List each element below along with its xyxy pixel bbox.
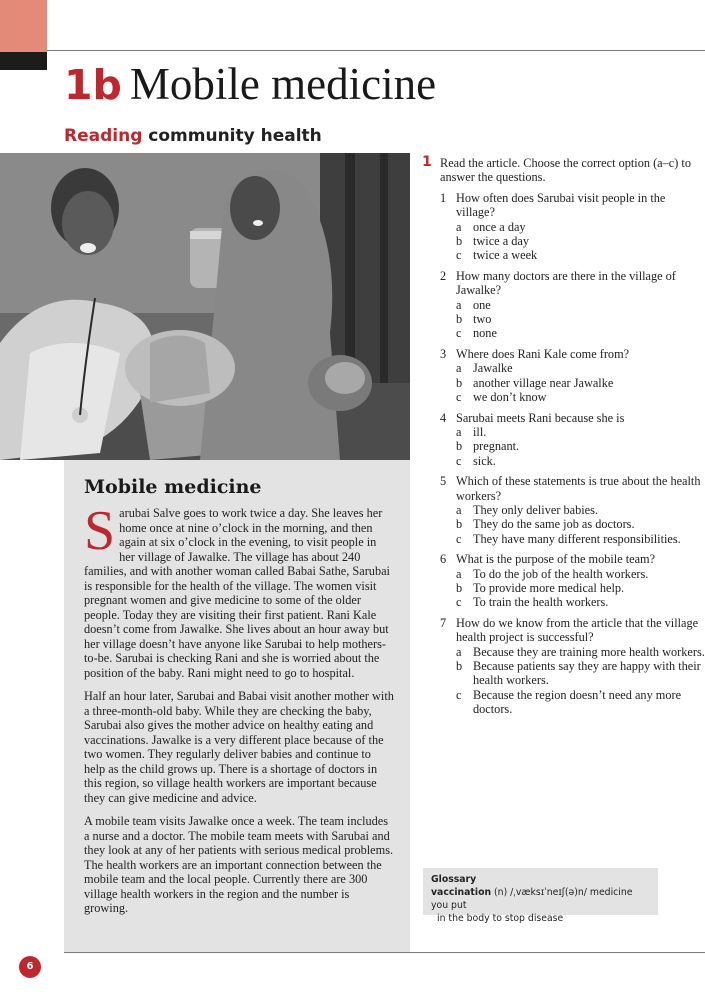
answer-option-c[interactable] <box>456 326 705 340</box>
question-number: 7 <box>440 615 447 630</box>
option-letter: c <box>456 687 462 702</box>
question-6 <box>422 552 705 610</box>
glossary-pronunciation: /ˌvæksɪˈneɪʃ(ə)n/ <box>510 887 587 898</box>
option-text: To do the job of the health workers. <box>473 566 649 581</box>
answer-option-a[interactable] <box>456 298 705 312</box>
answer-option-c[interactable] <box>456 454 705 468</box>
unit-number: 1b <box>64 61 122 109</box>
option-letter: a <box>456 361 462 376</box>
question-number: 3 <box>440 346 447 361</box>
question-text: Where does Rani Kale come from? <box>456 346 630 361</box>
question-7 <box>422 616 705 717</box>
health-workers-photo-icon <box>0 153 410 460</box>
option-letter: a <box>456 566 462 581</box>
option-text: one <box>473 297 491 312</box>
paragraph-text: arubai Salve goes to work twice a day. She leaves her home once at nine o’clock in the morning, and then again at six o’clock in the evening, to visit people in her village of Jawalke. The village has about 240 families, and with another woman called Babai Sathe, Sarubai is responsible for the health of the village. The women visit pregnant women and give medicine to some of the older people. Today they are visiting their first patient. Rani Kale doesn’t come from Jawalke. She lives about an hour away but her village doesn’t have anyone like Sarubai to help mothers-to-be. Sarubai is checking Rani and she is worried about the position of the baby. Rani might need to go to hospital. <box>84 506 390 680</box>
answer-option-b[interactable] <box>456 517 705 531</box>
option-letter: b <box>456 234 463 249</box>
exercise-1 <box>422 156 705 723</box>
answer-option-a[interactable] <box>456 645 705 659</box>
section-label: Reading <box>64 126 143 146</box>
answer-option-b[interactable] <box>456 312 705 326</box>
option-text: two <box>473 312 492 327</box>
question-text: How often does Sarubai visit people in the village? <box>456 190 666 220</box>
answer-option-b[interactable] <box>456 376 705 390</box>
question-5 <box>422 474 705 546</box>
option-letter: b <box>456 375 463 390</box>
option-text: twice a day <box>473 234 529 249</box>
option-text: once a day <box>473 219 526 234</box>
option-text: They only deliver babies. <box>473 502 598 517</box>
top-rule <box>47 50 705 51</box>
option-letter: b <box>456 659 463 673</box>
page-number: 6 <box>19 956 41 978</box>
option-text: They do the same job as doctors. <box>473 517 635 532</box>
answer-option-c[interactable] <box>456 390 705 404</box>
answer-option-a[interactable] <box>456 567 705 581</box>
option-text: pregnant. <box>473 439 520 454</box>
glossary-entry <box>431 886 650 912</box>
option-letter: c <box>456 531 462 546</box>
question-number: 6 <box>440 552 447 567</box>
answer-option-b[interactable] <box>456 439 705 453</box>
option-text: Jawalke <box>473 361 513 376</box>
option-letter: c <box>456 453 462 468</box>
option-text: To provide more medical help. <box>473 580 625 595</box>
answer-option-a[interactable] <box>456 220 705 234</box>
answer-option-b[interactable] <box>456 581 705 595</box>
exercise-heading <box>422 156 705 185</box>
question-list <box>422 191 705 717</box>
question-2 <box>422 269 705 341</box>
question-text: What is the purpose of the mobile team? <box>456 552 656 567</box>
question-number: 2 <box>440 268 447 283</box>
article-paragraph-1 <box>84 500 394 680</box>
option-letter: b <box>456 439 463 454</box>
answer-option-c[interactable] <box>456 595 705 609</box>
option-text: we don’t know <box>473 390 547 405</box>
corner-dark-bar <box>0 52 47 70</box>
glossary-term: vaccination <box>431 887 492 898</box>
article-paragraph-3: A mobile team visits Jawalke once a week. The team includes a nurse and a doctor. The mobile team meets with Sarubai and they look at any of her patients with serious medical problems. The health workers are an important connection between the mobile team and the local people. Currently there are 300 village health workers in the region and the number is growing. <box>84 814 394 915</box>
question-text: How do we know from the article that the village health project is successful? <box>456 615 699 645</box>
question-number: 4 <box>440 410 447 425</box>
page-title <box>64 59 437 109</box>
option-text: Because the region doesn’t need any more doctors. <box>473 687 682 717</box>
option-letter: b <box>456 517 463 532</box>
question-text: Sarubai meets Rani because she is <box>456 410 625 425</box>
article-title: Mobile medicine <box>84 476 262 498</box>
option-letter: a <box>456 644 462 659</box>
option-letter: c <box>456 248 462 263</box>
answer-option-a[interactable] <box>456 503 705 517</box>
option-text: Because they are training more health workers. <box>473 644 705 659</box>
option-letter: a <box>456 219 462 234</box>
unit-title: Mobile medicine <box>129 59 437 109</box>
option-letter: c <box>456 390 462 405</box>
bottom-rule <box>64 952 705 953</box>
option-letter: a <box>456 502 462 517</box>
option-text: They have many different responsibilities. <box>473 531 681 546</box>
glossary-definition: medicine you put <box>431 887 633 911</box>
option-letter: c <box>456 595 462 610</box>
option-text: Because patients say they are happy with their health workers. <box>473 659 701 688</box>
question-1 <box>422 191 705 263</box>
answer-option-c[interactable] <box>456 688 705 717</box>
question-3 <box>422 347 705 405</box>
question-number: 1 <box>440 190 447 205</box>
question-number: 5 <box>440 474 447 489</box>
question-text: How many doctors are there in the village of Jawalke? <box>456 268 676 298</box>
option-text: ill. <box>473 424 487 439</box>
glossary-pos: (n) <box>494 887 508 898</box>
answer-option-a[interactable] <box>456 361 705 375</box>
answer-option-b[interactable] <box>456 659 705 688</box>
option-letter: c <box>456 326 462 341</box>
section-heading <box>64 126 322 146</box>
article-paragraph-2: Half an hour later, Sarubai and Babai visit another mother with a three-month-old baby. While they are checking the baby, Sarubai also gives the mother advice on healthy eating and vaccinations. Jawalke is a very different place because of the two women. They regularly deliver babies and continue to help as the child grows up. There is a shortage of doctors in this region, so village health workers are important because they can give medicine and advice. <box>84 689 394 805</box>
option-letter: a <box>456 424 462 439</box>
option-letter: b <box>456 312 463 327</box>
drop-cap: S <box>84 500 116 562</box>
answer-option-a[interactable] <box>456 425 705 439</box>
question-4 <box>422 411 705 469</box>
answer-option-b[interactable] <box>456 234 705 248</box>
answer-option-c[interactable] <box>456 248 705 262</box>
exercise-number: 1 <box>422 154 432 170</box>
option-letter: b <box>456 580 463 595</box>
section-topic: community health <box>148 126 322 146</box>
glossary-heading: Glossary <box>431 874 477 885</box>
option-text: twice a week <box>473 248 538 263</box>
option-letter: a <box>456 297 462 312</box>
corner-accent-block <box>0 0 47 52</box>
exercise-instruction: Read the article. Choose the correct option (a–c) to answer the questions. <box>440 156 691 185</box>
question-text: Which of these statements is true about the health workers? <box>456 474 701 503</box>
article-panel <box>64 460 410 952</box>
option-text: To train the health workers. <box>473 595 609 610</box>
glossary-definition-continued: in the body to stop disease <box>437 913 564 924</box>
option-text: none <box>473 326 497 341</box>
article-body <box>84 500 394 925</box>
answer-option-c[interactable] <box>456 532 705 546</box>
glossary-box <box>423 868 658 924</box>
option-text: another village near Jawalke <box>473 375 614 390</box>
option-text: sick. <box>473 453 496 468</box>
